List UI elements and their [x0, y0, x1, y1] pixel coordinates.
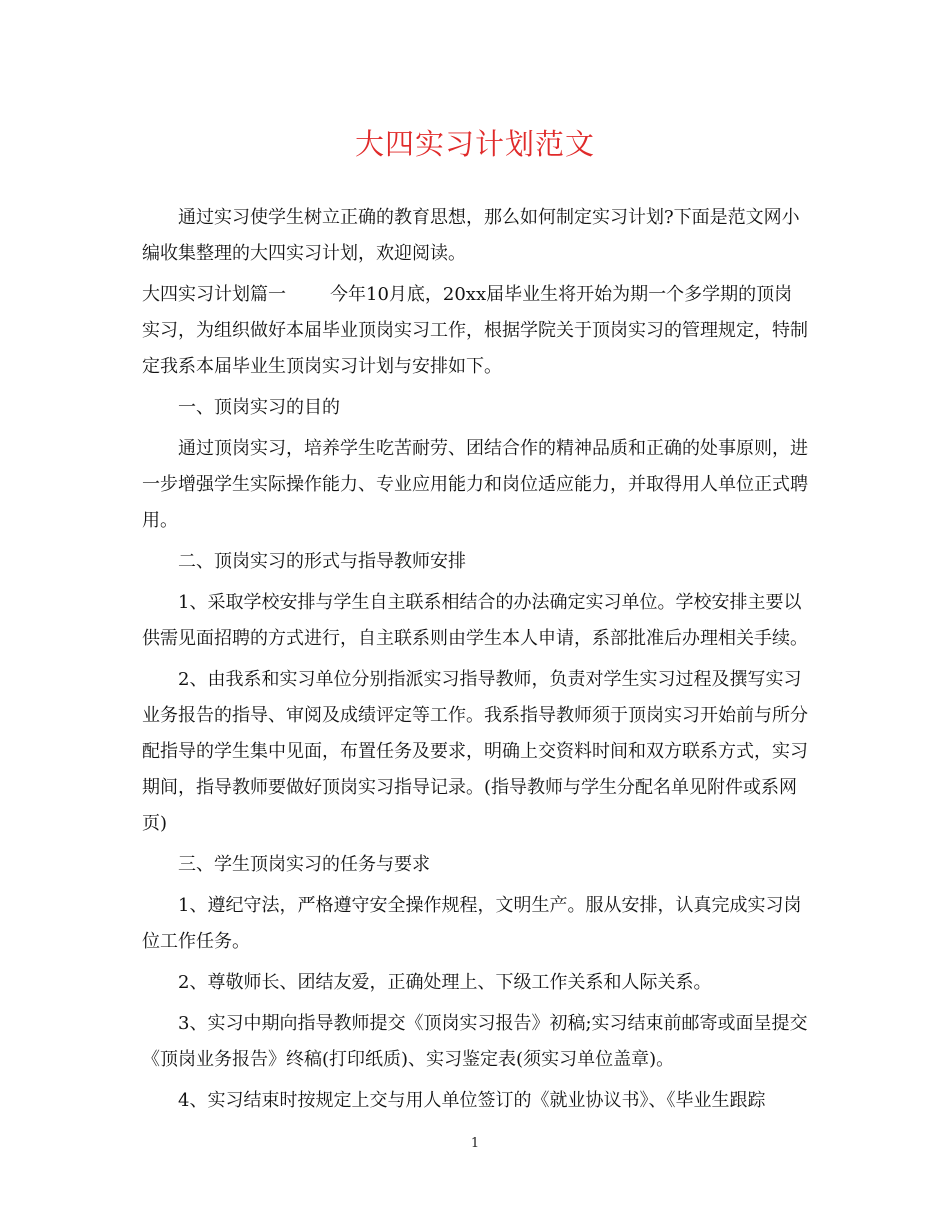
- paragraph-form-1: 1、采取学校安排与学生自主联系相结合的办法确定实习单位。学校安排主要以供需见面招聘的方式进行，自主联系则由学生本人申请，系部批准后办理相关手续。: [142, 592, 808, 649]
- document-body: [142, 200, 810, 1124]
- document-title: 大四实习计划范文: [354, 127, 595, 161]
- page-number: 1: [470, 1136, 480, 1151]
- heading-tasks-requirements: 三、学生顶岗实习的任务与要求: [178, 854, 430, 875]
- paragraph-task-4: 4、实习结束时按规定上交与用人单位签订的《就业协议书》、《毕业生跟踪: [178, 1090, 766, 1111]
- paragraph-task-3: 3、实习中期向指导教师提交《顶岗实习报告》初稿;实习结束前邮寄或面呈提交《顶岗业务报告》终稿(打印纸质)、实习鉴定表(须实习单位盖章)。: [142, 1013, 808, 1070]
- heading-form-arrangement: 二、顶岗实习的形式与指导教师安排: [178, 551, 466, 572]
- heading-purpose: 一、顶岗实习的目的: [178, 397, 340, 418]
- paragraph-task-2: 2、尊敬师长、团结友爱，正确处理上、下级工作关系和人际关系。: [178, 972, 712, 993]
- paragraph-form-2: 2、由我系和实习单位分别指派实习指导教师，负责对学生实习过程及撰写实习业务报告的指导、审阅及成绩评定等工作。我系指导教师须于顶岗实习开始前与所分配指导的学生集中见面，布置任务及要求，明确上交资料时间和双方联系方式，实习期间，指导教师要做好顶岗实习指导记录。(指导教师与学生分配名单见附件或系网页): [142, 669, 808, 834]
- section-paragraph: [142, 277, 810, 385]
- intro-paragraph: 通过实习使学生树立正确的教育思想，那么如何制定实习计划?下面是范文网小编收集整理的大四实习计划，欢迎阅读。: [142, 207, 800, 264]
- section-label: 大四实习计划篇一: [142, 284, 286, 305]
- section-first-text: 今年10月底，20xx届毕业生将开始为期一个多学期的顶岗实习，为组织做好本届毕业顶岗实习工作，根据学院关于顶岗实习的管理规定，特制定我系本届毕业生顶岗实习计划与安排如下。: [142, 284, 808, 377]
- paragraph-purpose: 通过顶岗实习，培养学生吃苦耐劳、团结合作的精神品质和正确的处事原则，进一步增强学生实际操作能力、专业应用能力和岗位适应能力，并取得用人单位正式聘用。: [142, 438, 808, 531]
- paragraph-task-1: 1、遵纪守法，严格遵守安全操作规程，文明生产。服从安排，认真完成实习岗位工作任务。: [142, 895, 802, 952]
